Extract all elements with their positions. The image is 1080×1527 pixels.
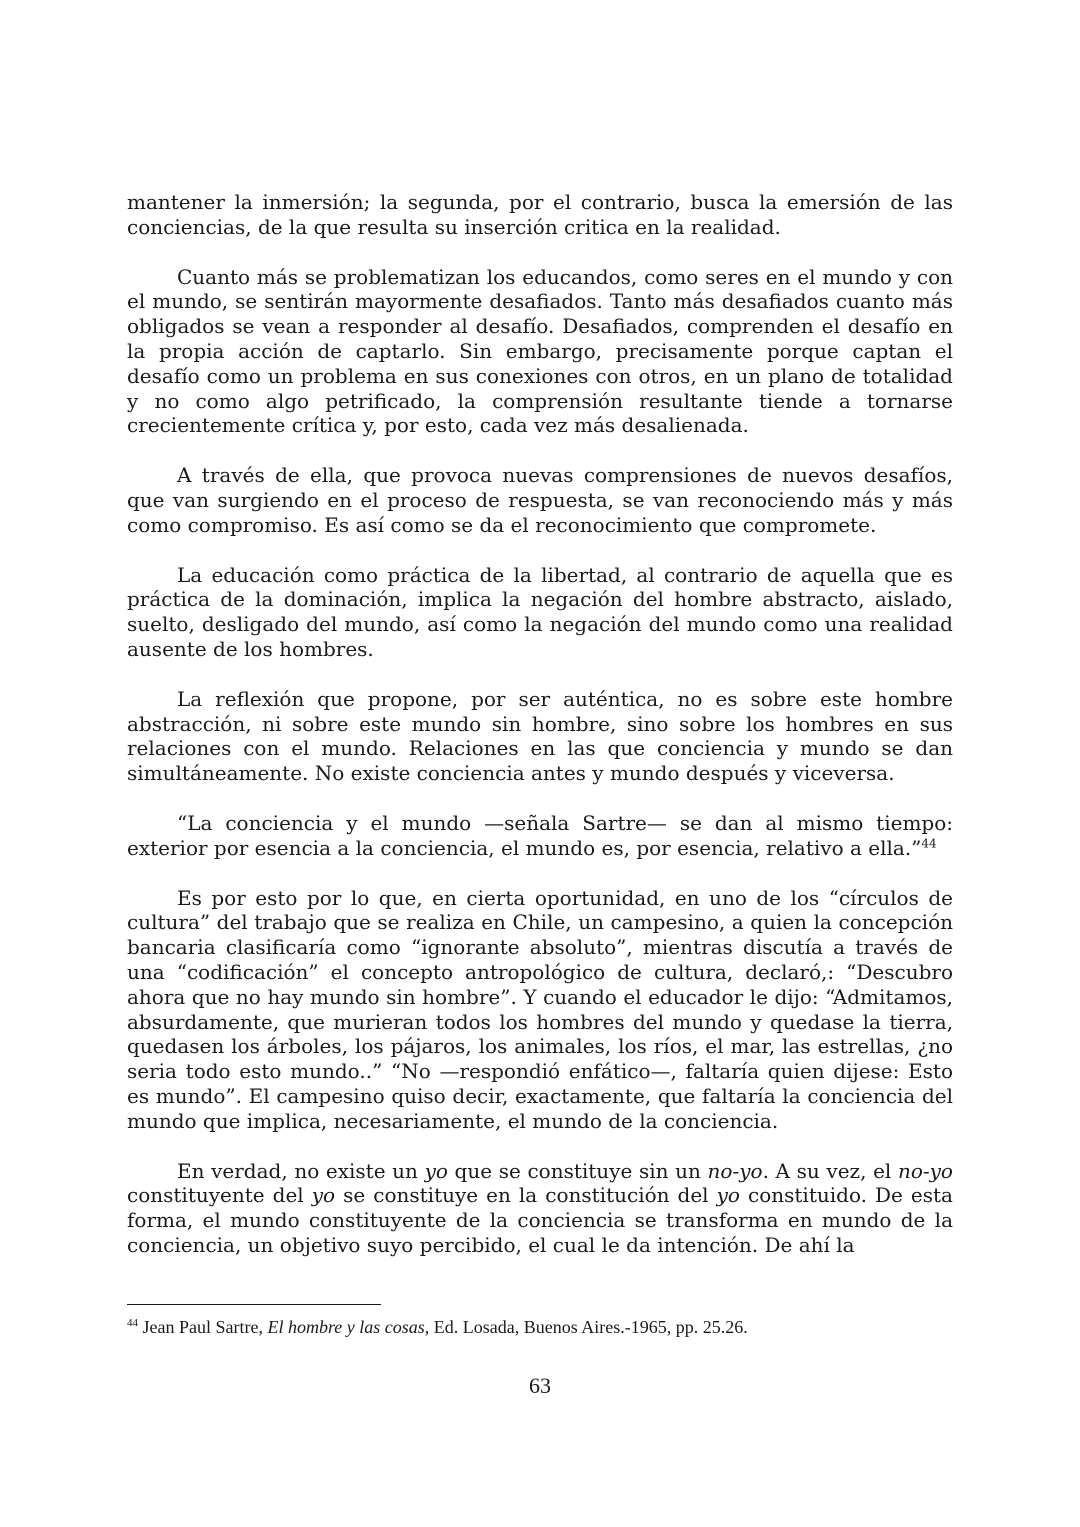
italic-term: no-yo (897, 1158, 953, 1183)
paragraph-7: Es por esto por lo que, en cierta oportunidad, en uno de los “círculos de cultura” del trabajo que se realiza en Chile, un campesino, a quien la concepción bancaria clasificaría como “ignorante absoluto”, mientras discutía a través de una “codificación” el concepto antropológico de cultura, declaró,: “Descubro ahora que no hay mundo sin hombre”. Y cuando el educador le dijo: “Admitamos, absurdamente, que murieran todos los hombres del mundo y quedase la tierra, quedasen los árboles, los pájaros, los animales, los ríos, el mar, las estrellas, ¿no seria todo esto mundo..” “No —respondió enfático—, faltaría quien dijese: Esto es mundo”. El campesino quiso decir, exactamente, que faltaría la conciencia del mundo que implica, necesariamente, el mundo de la conciencia. (127, 885, 953, 1133)
paragraph-8 (127, 1159, 953, 1258)
body-text (127, 190, 953, 1283)
footnote-author: Jean Paul Sartre, (138, 1317, 268, 1337)
italic-term: yo (716, 1183, 740, 1208)
paragraph-3: A través de ella, que provoca nuevas comprensiones de nuevos desafíos, que van surgiendo en el proceso de respuesta, se van reconociendo más y más como compromiso. Es así como se da el reconocimiento que compromete. (127, 463, 953, 537)
paragraph-2: Cuanto más se problematizan los educandos, como seres en el mundo y con el mundo, se sentirán mayormente desafiados. Tanto más desafiados cuanto más obligados se vean a responder al desafío. Desafiados, comprenden el desafío en la propia acción de captarlo. Sin embargo, precisamente porque captan el desafío como un problema en sus conexiones con otros, en un plano de totalidad y no como algo petrificado, la comprensión resultante tiende a tornarse crecientemente crítica y, por esto, cada vez más desalienada. (127, 264, 953, 438)
footnote-book-title: El hombre y las cosas (267, 1317, 425, 1337)
paragraph-1: mantener la inmersión; la segunda, por el contrario, busca la emersión de las conciencias, de la que resulta su inserción critica en la realidad. (127, 190, 953, 239)
italic-term: no-yo (707, 1158, 763, 1183)
footnote-number: 44 (127, 1317, 138, 1329)
footnote-divider (127, 1304, 381, 1305)
text-segment: que se constituye sin un (447, 1158, 708, 1183)
paragraph-4: La educación como práctica de la libertad, al contrario de aquella que es práctica de la dominación, implica la negación del hombre abstracto, aislado, suelto, desligado del mundo, así como la negación del mundo como una realidad ausente de los hombres. (127, 562, 953, 661)
footnote-publication: , Ed. Losada, Buenos Aires.-1965, pp. 25.26. (424, 1317, 748, 1337)
footnote (127, 1316, 953, 1338)
text-segment: . A su vez, el (762, 1158, 898, 1183)
page-number: 63 (529, 1373, 551, 1398)
text-segment: En verdad, no existe un (177, 1158, 425, 1183)
text-segment: constituyente del (127, 1183, 312, 1208)
text-segment: constituido. De esta forma, el mundo constituyente de la conciencia se transforma en mundo de la conciencia, un objetivo suyo percibido, el cual le da intención. De ahí la (127, 1183, 953, 1257)
quote-text: “La conciencia y el mundo —señala Sartre— se dan al mismo tiempo: exterior por esencia a la conciencia, el mundo es, por esencia, relativo a ella.” (127, 810, 953, 860)
italic-term: yo (424, 1158, 448, 1183)
paragraph-6-sartre-quote (127, 811, 953, 861)
paragraph-5: La reflexión que propone, por ser auténtica, no es sobre este hombre abstracción, ni sobre este mundo sin hombre, sino sobre los hombres en sus relaciones con el mundo. Relaciones en las que conciencia y mundo se dan simultáneamente. No existe conciencia antes y mundo después y viceversa. (127, 686, 953, 786)
text-segment: se constituye en la constitución del (335, 1183, 717, 1208)
footnote-reference: 44 (921, 836, 937, 851)
italic-term: yo (311, 1183, 336, 1208)
